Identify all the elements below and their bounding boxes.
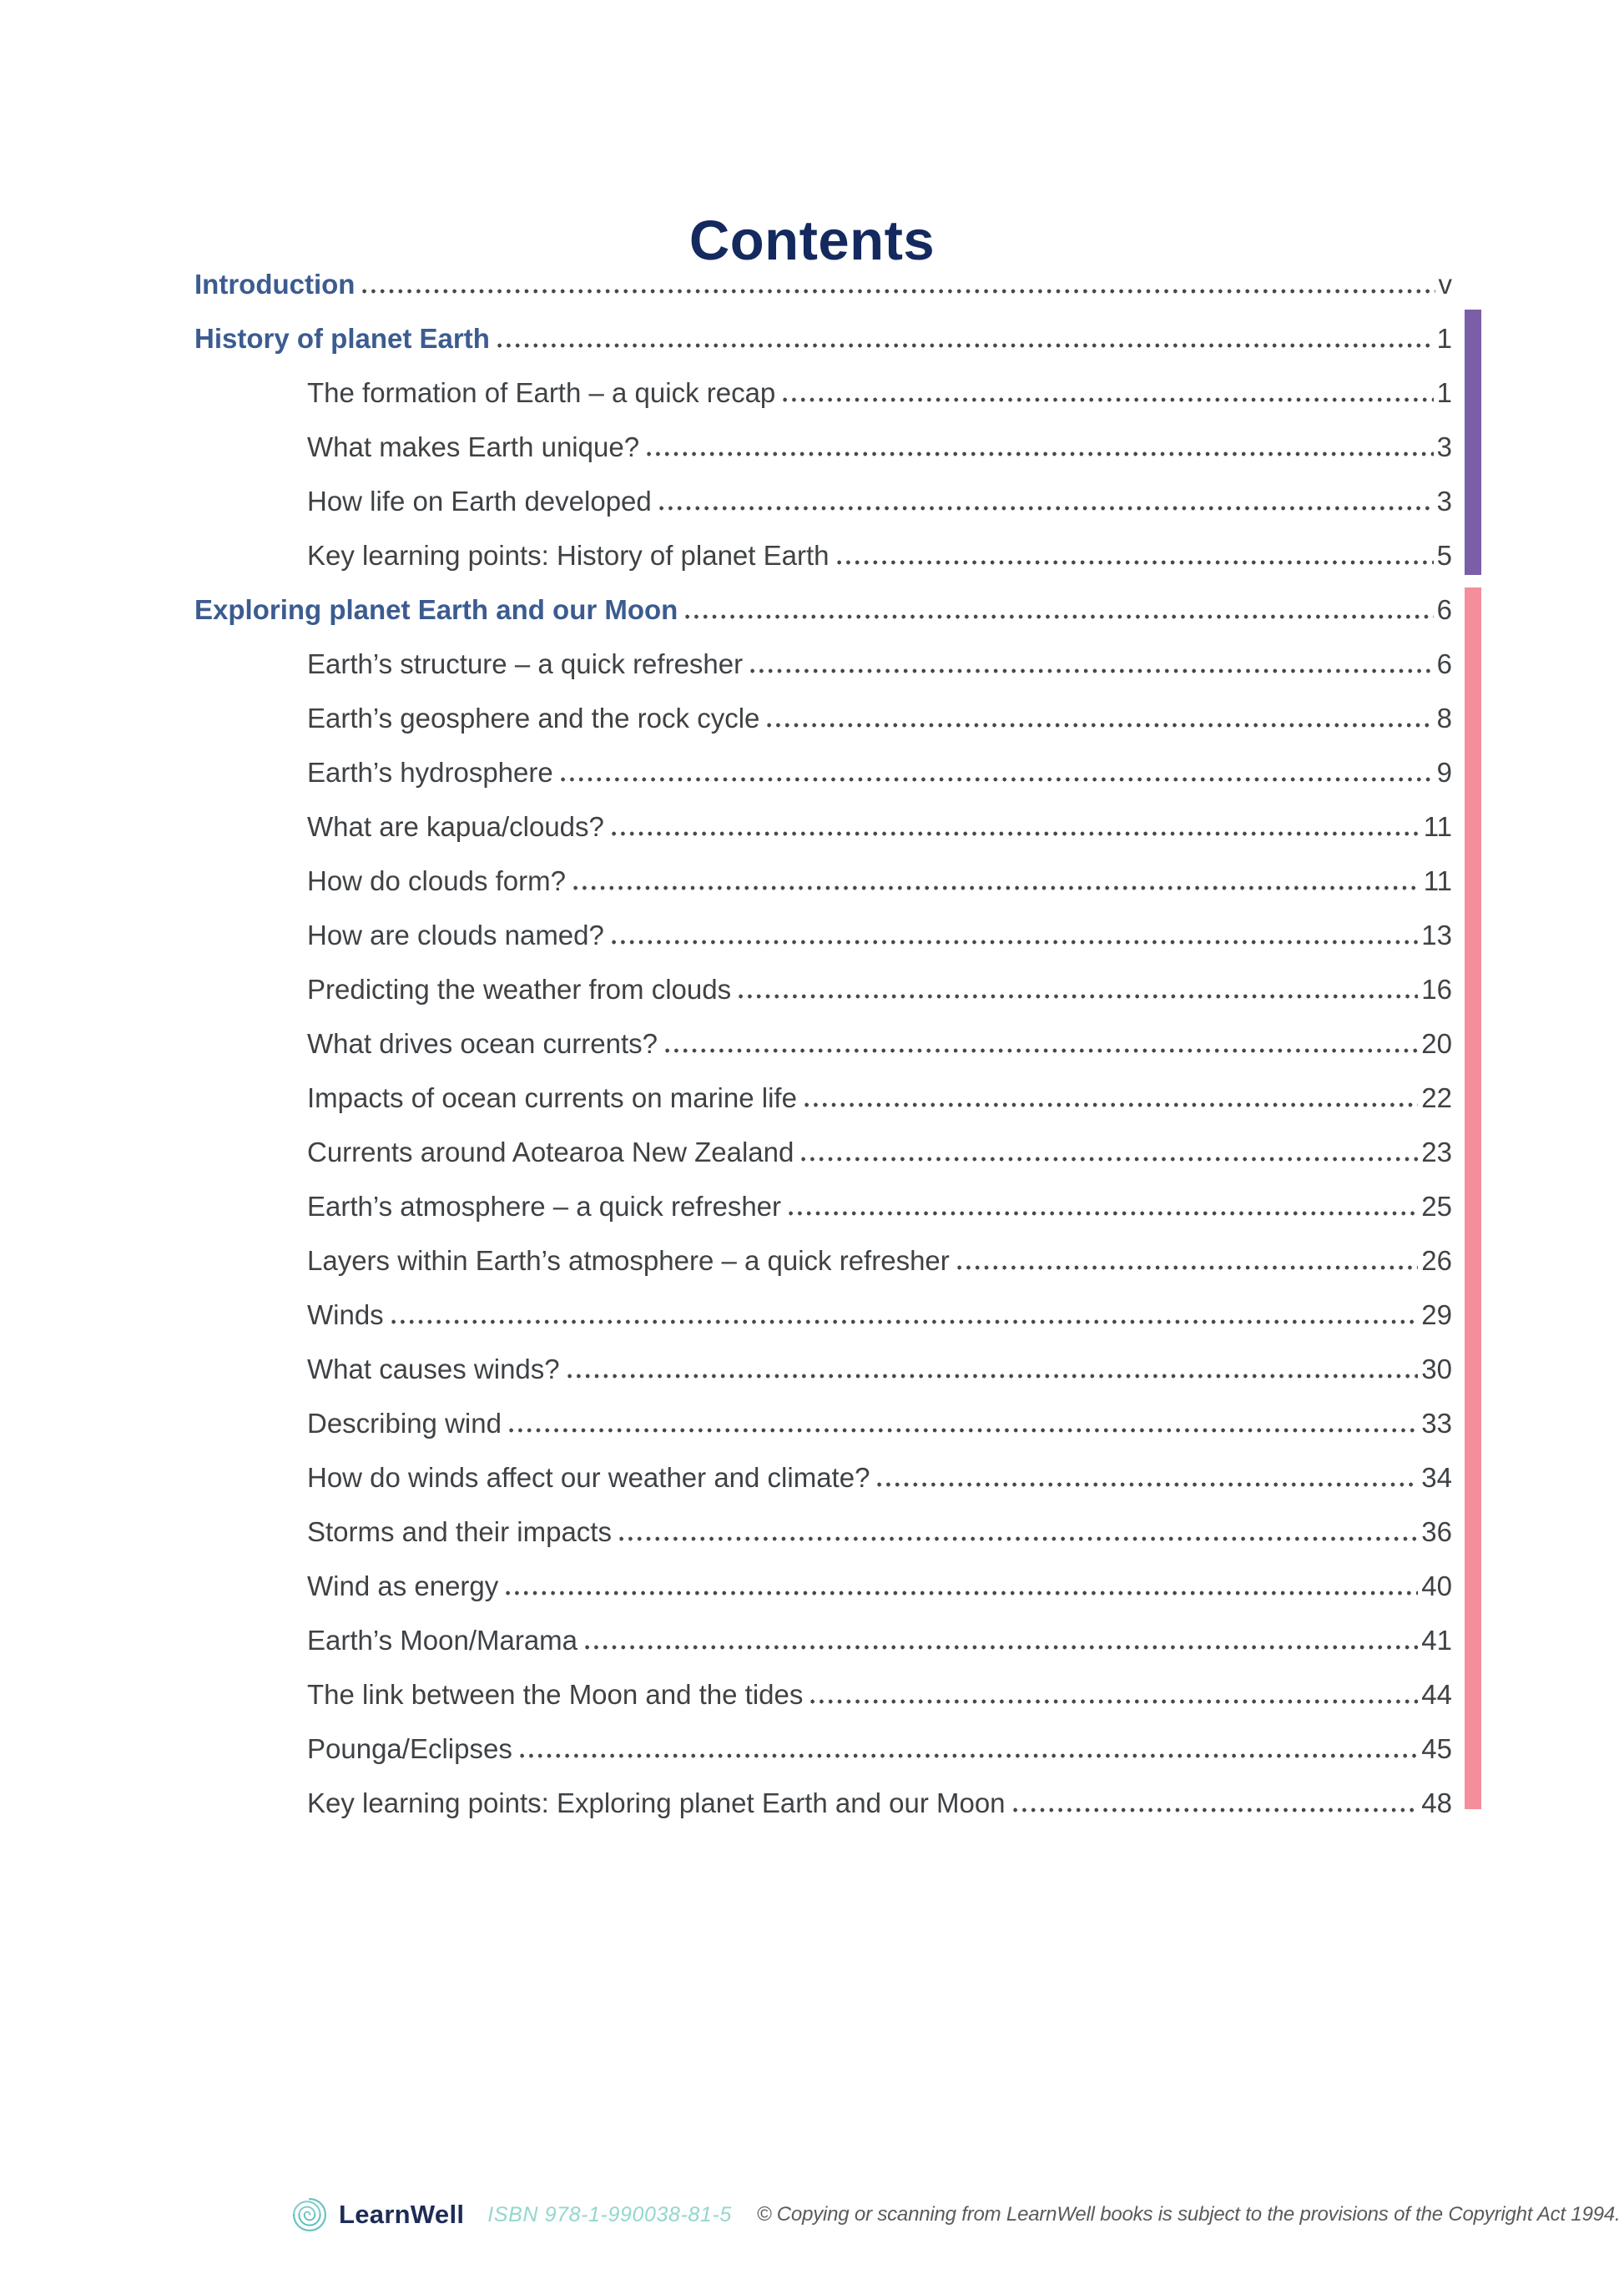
- toc-section-row: [194, 311, 1452, 366]
- dot-leader: [783, 397, 1433, 402]
- toc-entry-label: Earth’s structure – a quick refresher: [307, 648, 744, 679]
- toc-entry-label: Winds: [307, 1299, 384, 1330]
- toc-entry-label: History of planet Earth: [194, 323, 490, 354]
- dot-leader: [1013, 1807, 1419, 1813]
- toc-item-row: [194, 420, 1452, 474]
- toc-page-number: 44: [1421, 1679, 1452, 1710]
- table-of-contents: [194, 257, 1452, 1830]
- toc-item-row: [194, 1179, 1452, 1233]
- dot-leader: [391, 1319, 1419, 1324]
- toc-item-row: [194, 908, 1452, 962]
- toc-entry-label: Earth’s geosphere and the rock cycle: [307, 703, 760, 734]
- toc-entry-label: Pounga/Eclipses: [307, 1733, 512, 1764]
- toc-page-number: 29: [1421, 1299, 1452, 1330]
- toc-item-row: [194, 1288, 1452, 1342]
- brand-name: LearnWell: [339, 2200, 465, 2229]
- dot-leader: [362, 289, 1435, 294]
- toc-entry-label: What are kapua/clouds?: [307, 811, 604, 842]
- toc-item-row: [194, 799, 1452, 854]
- dot-leader: [506, 1591, 1418, 1596]
- toc-page-number: 33: [1421, 1408, 1452, 1439]
- dot-leader: [957, 1265, 1419, 1270]
- toc-entry-label: Wind as energy: [307, 1571, 499, 1601]
- copyright-text: © Copying or scanning from LearnWell books is subject to the provisions of the Copyright Act 1994.: [756, 2203, 1621, 2226]
- toc-page-number: 6: [1436, 594, 1452, 625]
- toc-section-row: [194, 582, 1452, 637]
- dot-leader: [497, 343, 1434, 348]
- dot-leader: [685, 614, 1433, 619]
- toc-entry-label: Introduction: [194, 269, 356, 300]
- toc-item-row: [194, 1071, 1452, 1125]
- toc-item-row: [194, 1233, 1452, 1288]
- toc-entry-label: How do clouds form?: [307, 865, 566, 896]
- toc-item-row: [194, 745, 1452, 799]
- toc-entry-label: Storms and their impacts: [307, 1516, 612, 1547]
- history-section-bar: [1465, 310, 1481, 575]
- toc-item-row: [194, 474, 1452, 528]
- dot-leader: [567, 1374, 1419, 1379]
- toc-entry-label: What drives ocean currents?: [307, 1028, 658, 1059]
- toc-item-row: [194, 1342, 1452, 1396]
- toc-entry-label: Earth’s hydrosphere: [307, 757, 553, 788]
- dot-leader: [789, 1211, 1418, 1216]
- toc-page-number: 22: [1421, 1082, 1452, 1113]
- toc-entry-label: The link between the Moon and the tides: [307, 1679, 804, 1710]
- toc-page-number: 30: [1421, 1354, 1452, 1384]
- toc-entry-label: How are clouds named?: [307, 920, 604, 950]
- toc-page-number: 48: [1421, 1787, 1452, 1818]
- toc-page-number: 13: [1421, 920, 1452, 950]
- toc-entry-label: The formation of Earth – a quick recap: [307, 377, 776, 408]
- toc-entry-label: Earth’s atmosphere – a quick refresher: [307, 1191, 782, 1222]
- toc-page-number: 40: [1421, 1571, 1452, 1601]
- page-footer: [292, 2197, 1620, 2232]
- toc-entry-label: Layers within Earth’s atmosphere – a quick refresher: [307, 1245, 950, 1276]
- toc-page-number: v: [1438, 269, 1452, 300]
- toc-item-row: [194, 1016, 1452, 1071]
- dot-leader: [810, 1699, 1418, 1704]
- toc-page-number: 9: [1436, 757, 1452, 788]
- toc-item-row: [194, 637, 1452, 691]
- dot-leader: [585, 1645, 1418, 1650]
- toc-item-row: [194, 962, 1452, 1016]
- toc-entry-label: Currents around Aotearoa New Zealand: [307, 1137, 794, 1167]
- dot-leader: [520, 1753, 1418, 1758]
- toc-entry-label: Key learning points: History of planet Earth: [307, 540, 830, 571]
- dot-leader: [573, 885, 1420, 890]
- dot-leader: [665, 1048, 1418, 1053]
- toc-item-row: [194, 1396, 1452, 1450]
- toc-page-number: 5: [1436, 540, 1452, 571]
- toc-item-row: [194, 528, 1452, 582]
- toc-page-number: 25: [1421, 1191, 1452, 1222]
- toc-entry-label: Predicting the weather from clouds: [307, 974, 732, 1005]
- toc-item-row: [194, 1450, 1452, 1505]
- dot-leader: [837, 560, 1434, 565]
- page-title: Contents: [688, 209, 936, 272]
- toc-page-number: 3: [1436, 431, 1452, 462]
- toc-item-row: [194, 691, 1452, 745]
- dot-leader: [619, 1536, 1418, 1541]
- toc-page-number: 6: [1436, 648, 1452, 679]
- toc-page-number: 1: [1436, 323, 1452, 354]
- toc-page-number: 26: [1421, 1245, 1452, 1276]
- toc-page-number: 36: [1421, 1516, 1452, 1547]
- toc-page-number: 20: [1421, 1028, 1452, 1059]
- toc-item-row: [194, 1776, 1452, 1830]
- toc-page-number: 11: [1423, 865, 1452, 896]
- toc-item-row: [194, 1722, 1452, 1776]
- dot-leader: [750, 668, 1434, 673]
- toc-item-row: [194, 1125, 1452, 1179]
- toc-page-number: 23: [1421, 1137, 1452, 1167]
- toc-entry-label: How life on Earth developed: [307, 486, 652, 517]
- toc-entry-label: Exploring planet Earth and our Moon: [194, 594, 678, 625]
- toc-entry-label: Impacts of ocean currents on marine life: [307, 1082, 797, 1113]
- exploring-section-bar: [1465, 587, 1481, 1809]
- toc-page-number: 16: [1421, 974, 1452, 1005]
- isbn-text: ISBN 978-1-990038-81-5: [487, 2202, 732, 2226]
- toc-item-row: [194, 1667, 1452, 1722]
- toc-page-number: 3: [1436, 486, 1452, 517]
- dot-leader: [739, 994, 1418, 999]
- dot-leader: [612, 940, 1418, 945]
- toc-entry-label: Key learning points: Exploring planet Earth and our Moon: [307, 1787, 1006, 1818]
- toc-item-row: [194, 1505, 1452, 1559]
- toc-entry-label: Describing wind: [307, 1408, 502, 1439]
- dot-leader: [877, 1482, 1418, 1487]
- dot-leader: [561, 777, 1434, 782]
- toc-item-row: [194, 854, 1452, 908]
- toc-section-row: [194, 257, 1452, 311]
- dot-leader: [801, 1157, 1418, 1162]
- toc-page-number: 11: [1423, 811, 1452, 842]
- dot-leader: [612, 831, 1420, 836]
- toc-entry-label: What makes Earth unique?: [307, 431, 640, 462]
- toc-page-number: 34: [1421, 1462, 1452, 1493]
- toc-entry-label: Earth’s Moon/Marama: [307, 1625, 578, 1656]
- dot-leader: [767, 723, 1433, 728]
- toc-page-number: 45: [1421, 1733, 1452, 1764]
- toc-item-row: [194, 1613, 1452, 1667]
- toc-item-row: [194, 1559, 1452, 1613]
- dot-leader: [659, 506, 1434, 511]
- toc-page-number: 41: [1421, 1625, 1452, 1656]
- toc-entry-label: What causes winds?: [307, 1354, 560, 1384]
- dot-leader: [804, 1102, 1418, 1107]
- toc-page-number: 8: [1436, 703, 1452, 734]
- toc-item-row: [194, 366, 1452, 420]
- toc-entry-label: How do winds affect our weather and climate?: [307, 1462, 870, 1493]
- koru-spiral-icon: [292, 2197, 327, 2232]
- dot-leader: [509, 1428, 1418, 1433]
- toc-page-number: 1: [1436, 377, 1452, 408]
- dot-leader: [647, 451, 1434, 456]
